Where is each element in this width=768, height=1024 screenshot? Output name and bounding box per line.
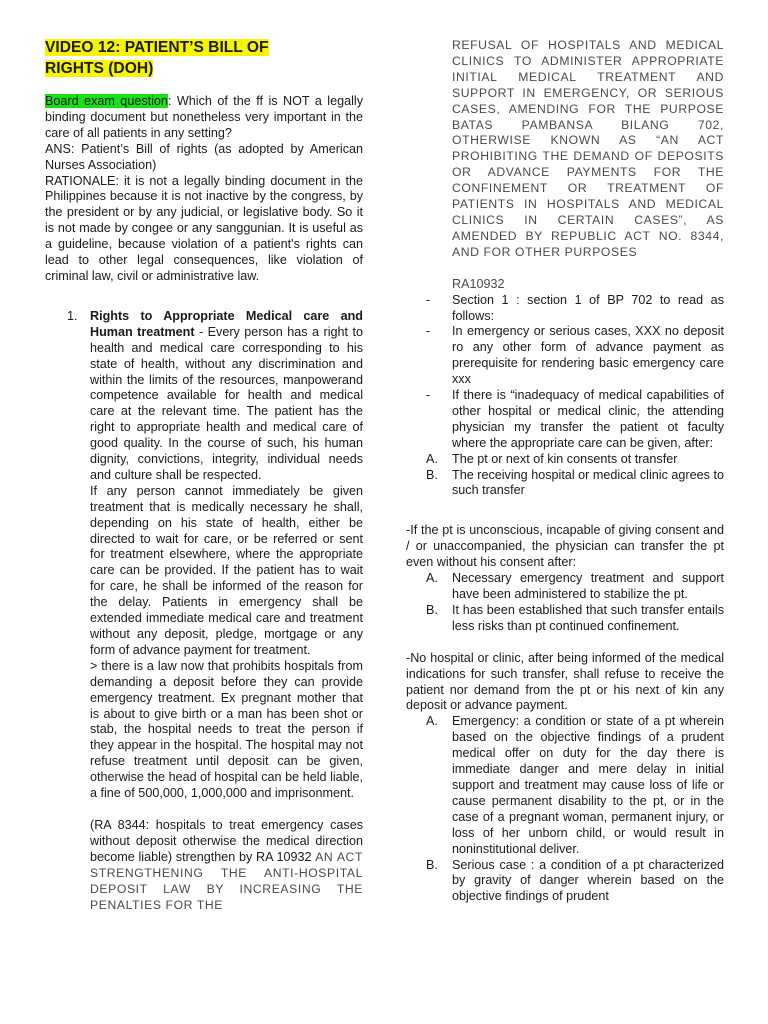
dash-text: Section 1 : section 1 of BP 702 to read as follows:	[452, 292, 724, 323]
list-item	[406, 388, 724, 452]
list-item	[406, 858, 724, 906]
unconscious-paragraph: -If the pt is unconscious, incapable of giving consent and / or unaccompanied, the physician can transfer the pt even without his consent after:	[406, 523, 724, 570]
right-item-1	[45, 309, 363, 914]
right-column	[406, 38, 724, 905]
list-item	[406, 603, 724, 635]
list-text: It has been established that such transfer entails less risks than pt continued confinement.	[452, 602, 724, 633]
list-text: Emergency: a condition or state of a pt wherein based on the objective findings of a prudent medical offer on duty for the day there is immediate danger and mere delay in initial support and treatment may cause loss of life or cause permanent disability to the pt, or in the case of a pregnant woman, permanent injury, or loss of her unborn child, or would result in noninstitutional deliver.	[452, 714, 724, 856]
item-1-paragraph-4	[90, 818, 363, 913]
dash-text: If there is “inadequacy of medical capabilities of other hospital or medical clinic, the attending physician my transfer the patient ot faculty where the appropriate care can be given, after:	[452, 388, 724, 450]
list-item	[406, 468, 724, 500]
list-item	[406, 571, 724, 603]
list-item	[406, 293, 724, 325]
list-marker: B.	[426, 857, 438, 872]
list-text: Necessary emergency treatment and support have been administered to stabilize the pt.	[452, 571, 724, 601]
list-item	[406, 452, 724, 468]
dash-marker: -	[426, 324, 431, 339]
list-item	[406, 324, 724, 388]
act-title-continued: REFUSAL OF HOSPITALS AND MEDICAL CLINICS TO ADMINISTER APPROPRIATE INITIAL MEDICAL TREATMENT AND SUPPORT IN EMERGENCY, OR SERIOUS CASES, AMENDING FOR THE PURPOSE BATAS PAMBANSA BILANG 702, OTHERWISE KNOWN AS “AN ACT PROHIBITING THE DEMAND OF DEPOSITS OR ADVANCE PAYMENTS FOR THE CONFINEMENT OR TREATMENT OF PATIENTS IN HOSPITALS AND MEDICAL CLINICS IN CERTAIN CASES”, AS AMENDED BY REPUBLIC ACT NO. 8344, AND FOR OTHER PURPOSES	[452, 38, 724, 259]
item-number: 1.	[67, 308, 78, 323]
list-marker: B.	[426, 467, 438, 482]
list-text: Serious case : a condition of a pt characterized by gravity of danger wherein based on the objective findings of prudent	[452, 857, 724, 904]
board-question-label: Board exam question	[45, 94, 168, 108]
item-1-heading: Rights to Appropriate Medical care and Human treatment	[90, 308, 363, 339]
dash-text: In emergency or serious cases, XXX no deposit ro any other form of advance payment as prerequisite for rendering basic emergency care xxx	[452, 324, 724, 387]
list-item	[406, 714, 724, 857]
list-text: The pt or next of kin consents ot transfer	[452, 451, 678, 466]
left-column	[45, 94, 363, 913]
item-1-paragraph-3: > there is a law now that prohibits hospitals from demanding a deposit before they can provide emergency treatment. Ex pregnant mother that is about to give birth or a man has been shot or stab, the hospital needs to treat the person if they appear in the hospital. The hospital may not refuse treatment until deposit can be given, otherwise the head of hospital can be held liable, a fine of 500,000, 1,000,000 and imprisonment.	[90, 658, 363, 801]
item-1-paragraph-2: If any person cannot immediately be given treatment that is medically necessary he shall, depending on his state of health, either be directed to wait for care, or be referred or sent for treatment elsewhere, where the appropriate care can be provided. If the patient has to wait for care, he shall be informed of the reason for the delay. Patients in emergency shall be extended immediate medical care and treatment without any deposit, pledge, mortgage or any form of advance payment for treatment.	[90, 483, 363, 657]
title-line-2: RIGHTS (DOH)	[45, 59, 154, 77]
ra-label: RA10932	[452, 276, 505, 291]
title-line-1: VIDEO 12: PATIENT’S BILL OF	[45, 39, 269, 56]
board-answer: ANS: Patient’s Bill of rights (as adopted by American Nurses Association)	[45, 141, 363, 172]
ra-note: (RA 8344: hospitals to treat emergency cases without deposit otherwise the medical direction become liable) strengthen by RA 10932	[90, 817, 363, 864]
act-title-start: AN ACT STRENGTHENING THE ANTI-HOSPITAL DEPOSIT LAW BY INCREASING THE PENALTIES FOR THE	[90, 849, 363, 912]
list-marker: A.	[426, 451, 438, 466]
no-hospital-paragraph: -No hospital or clinic, after being informed of the medical indications for such transfer, shall refuse to receive the patient nor demand from the pt or his next of kin any deposit or advance payment.	[406, 650, 724, 713]
page-title	[45, 38, 363, 79]
dash-marker: -	[426, 292, 431, 307]
board-question	[45, 94, 363, 142]
item-1-paragraph	[90, 309, 363, 484]
board-rationale: RATIONALE: it is not a legally binding document in the Philippines because it is not inactive by the congress, by the president or by any judicial, or legislative body. So it is not made by congee or any sanggunian. It is useful as a guideline, because violation of a patient's rights can lead to other legal consequences, like violation of criminal law, civil or administrative law.	[45, 173, 363, 283]
item-1-body: - Every person has a right to health and medical care corresponding to his state of health, without any discrimination and within the limits of the resources, manpowerand competence available for health and medical care at the relevant time. The patient has the right to appropriate health and medical care of good quality. In the course of such, his human dignity, convictions, integrity, individual needs and culture shall be respected.	[90, 324, 363, 482]
board-question-text: : Which of the ff is NOT a legally binding document but nonetheless very important in the care of all patients in any setting?	[45, 94, 364, 140]
dash-marker: -	[426, 388, 431, 403]
list-text: The receiving hospital or medical clinic agrees to such transfer	[452, 467, 724, 498]
list-marker: A.	[426, 571, 438, 586]
list-marker: A.	[426, 714, 438, 729]
list-marker: B.	[426, 602, 438, 617]
